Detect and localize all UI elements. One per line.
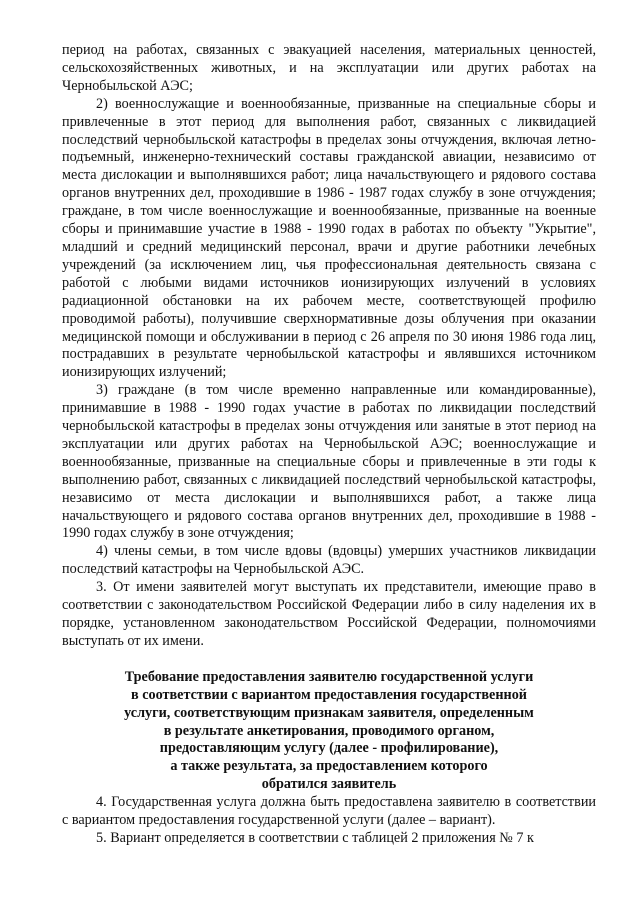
- section-heading-line: Требование предоставления заявителю государственной услуги: [124, 668, 534, 685]
- paragraph-clause-4: 4. Государственная услуга должна быть предоставлена заявителю в соответствии с вариантом предоставления государственной услуги (далее – вариант).: [62, 794, 596, 829]
- paragraph-item-2: 2) военнослужащие и военнообязанные, призванные на специальные сборы и привлеченные в этот период для выполнения работ, связанных с ликвидацией последствий чернобыльской катастрофы в пределах зоны отчуждения, включая летно-подъемный, инженерно-технический составы гражданской авиации, независимо от места дислокации и выполнявшихся работ; лица начальствующего и рядового состава органов внутренних дел, проходившие в 1986 - 1987 годах службу в зоне отчуждения; граждане, в том числе военнослужащие и военнообязанные, призванные на военные сборы и принимавшие участие в 1988 - 1990 годах в работах по объекту "Укрытие", младший и средний медицинский персонал, врачи и другие работники лечебных учреждений (за исключением лиц, чья профессиональная деятельность связана с работой с любыми видами источников ионизирующих излучений в условиях радиационной обстановки на их рабочем месте, соответствующей профилю проводимой работы), получившие сверхнормативные дозы облучения при оказании медицинской помощи и обслуживании в период с 26 апреля по 30 июня 1986 года лиц, пострадавших в результате чернобыльской катастрофы и являвшихся источником ионизирующих излучений;: [62, 95, 596, 381]
- section-heading-line: услуги, соответствующим признакам заявителя, определенным: [124, 704, 534, 721]
- section-heading-line: предоставляющим услугу (далее - профилирование),: [159, 740, 499, 757]
- paragraph-continuation: период на работах, связанных с эвакуацией населения, материальных ценностей, сельскохозяйственных животных, и на эксплуатации или других работах на Чернобыльской АЭС;: [62, 42, 596, 94]
- section-heading-line: обратился заявитель: [261, 776, 397, 793]
- paragraph-item-4: 4) члены семьи, в том числе вдовы (вдовцы) умерших участников ликвидации последствий катастрофы на Чернобыльской АЭС.: [62, 543, 596, 578]
- paragraph-clause-3: 3. От имени заявителей могут выступать их представители, имеющие право в соответствии с законодательством Российской Федерации либо в силу наделения их в порядке, установленном законодательством Российской Федерации, полномочиями выступать от их имени.: [62, 579, 596, 649]
- section-heading-line: в результате анкетирования, проводимого органом,: [163, 722, 495, 739]
- section-heading: [62, 669, 596, 794]
- section-heading-line: в соответствии с вариантом предоставления государственной: [131, 686, 527, 703]
- paragraph-item-3: 3) граждане (в том числе временно направленные или командированные), принимавшие в 1988 - 1990 годах участие в работах по ликвидации последствий чернобыльской катастрофы в пределах зоны отчуждения или занятые в этот период на эксплуатации или других работах на Чернобыльской АЭС; военнослужащие и военнообязанные, призванные на специальные сборы и привлеченные в эти годы к выполнению работ, связанных с ликвидацией последствий чернобыльской катастрофы, независимо от места дислокации и выполнявшихся работ, а также лица начальствующего и рядового состава органов внутренних дел, проходившие в 1988 - 1990 годах службу в зоне отчуждения;: [62, 382, 596, 542]
- paragraph-clause-5: 5. Вариант определяется в соответствии с таблицей 2 приложения № 7 к: [96, 829, 534, 846]
- section-heading-line: а также результата, за предоставлением которого: [170, 758, 488, 775]
